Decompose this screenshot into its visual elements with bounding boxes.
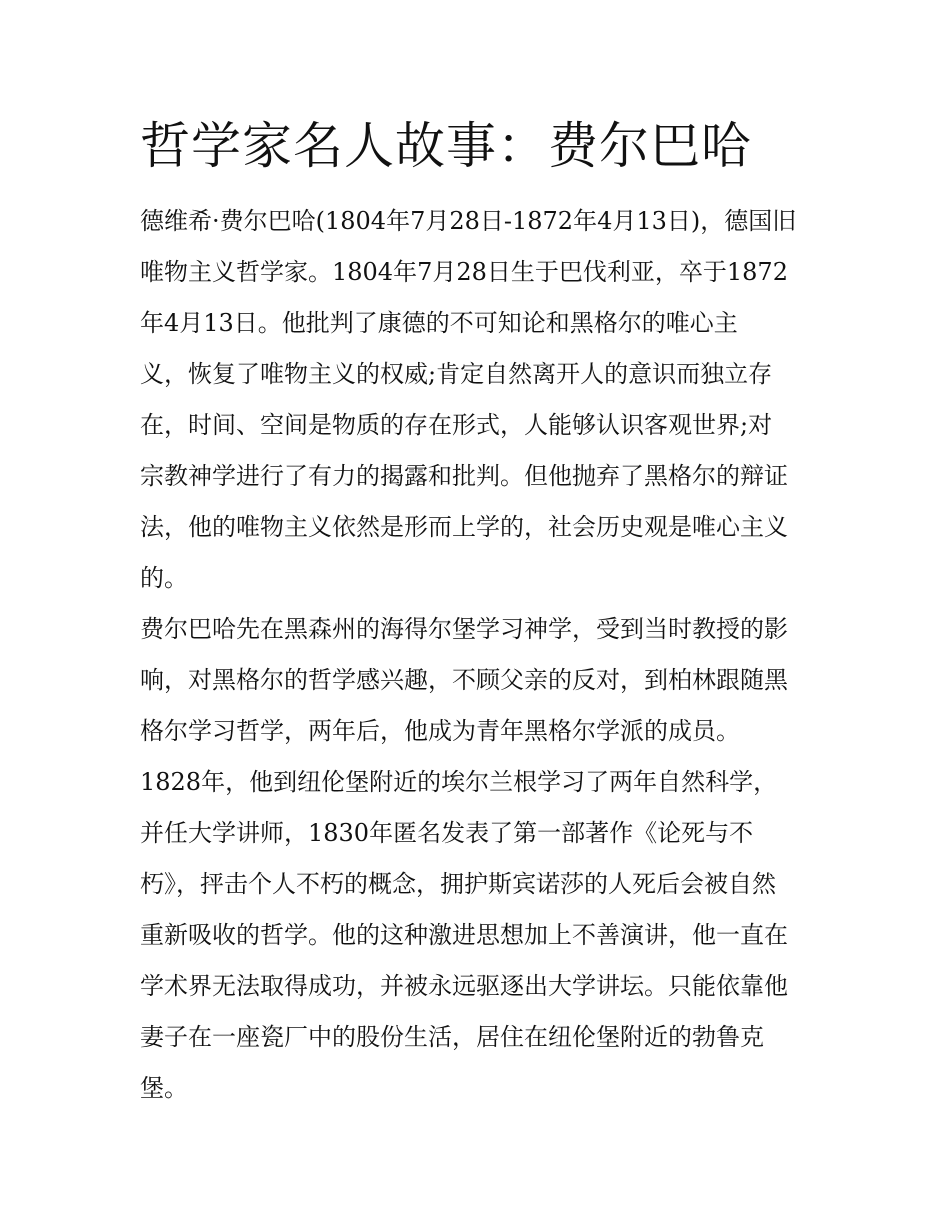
body-line: 格尔学习哲学，两年后，他成为青年黑格尔学派的成员。: [140, 717, 740, 745]
body-line: 堡。: [140, 1074, 188, 1102]
document-body: [140, 196, 820, 1114]
body-line: 妻子在一座瓷厂中的股份生活，居住在纽伦堡附近的勃鲁克: [140, 1023, 764, 1051]
body-line: 并任大学讲师，1830年匿名发表了第一部著作《论死与不: [140, 819, 754, 847]
body-line: 朽》，抨击个人不朽的概念，拥护斯宾诺莎的人死后会被自然: [140, 870, 776, 898]
body-line: 响，对黑格尔的哲学感兴趣，不顾父亲的反对，到柏林跟随黑: [140, 666, 788, 694]
body-line: 宗教神学进行了有力的揭露和批判。但他抛弃了黑格尔的辩证: [140, 462, 788, 490]
body-line: 义，恢复了唯物主义的权威;肯定自然离开人的意识而独立存: [140, 360, 773, 388]
body-line: 费尔巴哈先在黑森州的海得尔堡学习神学，受到当时教授的影: [140, 615, 788, 643]
body-line: 德维希·费尔巴哈(1804年7月28日-1872年4月13日)，德国旧: [140, 207, 797, 235]
body-line: 重新吸收的哲学。他的这种激进思想加上不善演讲，他一直在: [140, 921, 788, 949]
body-line: 唯物主义哲学家。1804年7月28日生于巴伐利亚，卒于1872: [140, 258, 788, 286]
body-line: 在，时间、空间是物质的存在形式，人能够认识客观世界;对: [140, 411, 773, 439]
document-title: 哲学家名人故事：费尔巴哈: [140, 117, 752, 175]
body-line: 的。: [140, 564, 188, 592]
body-line: 法，他的唯物主义依然是形而上学的，社会历史观是唯心主义: [140, 513, 788, 541]
body-line: 学术界无法取得成功，并被永远驱逐出大学讲坛。只能依靠他: [140, 972, 788, 1000]
body-line: 年4月13日。他批判了康德的不可知论和黑格尔的唯心主: [140, 309, 738, 337]
body-line: 1828年，他到纽伦堡附近的埃尔兰根学习了两年自然科学，: [140, 768, 778, 796]
